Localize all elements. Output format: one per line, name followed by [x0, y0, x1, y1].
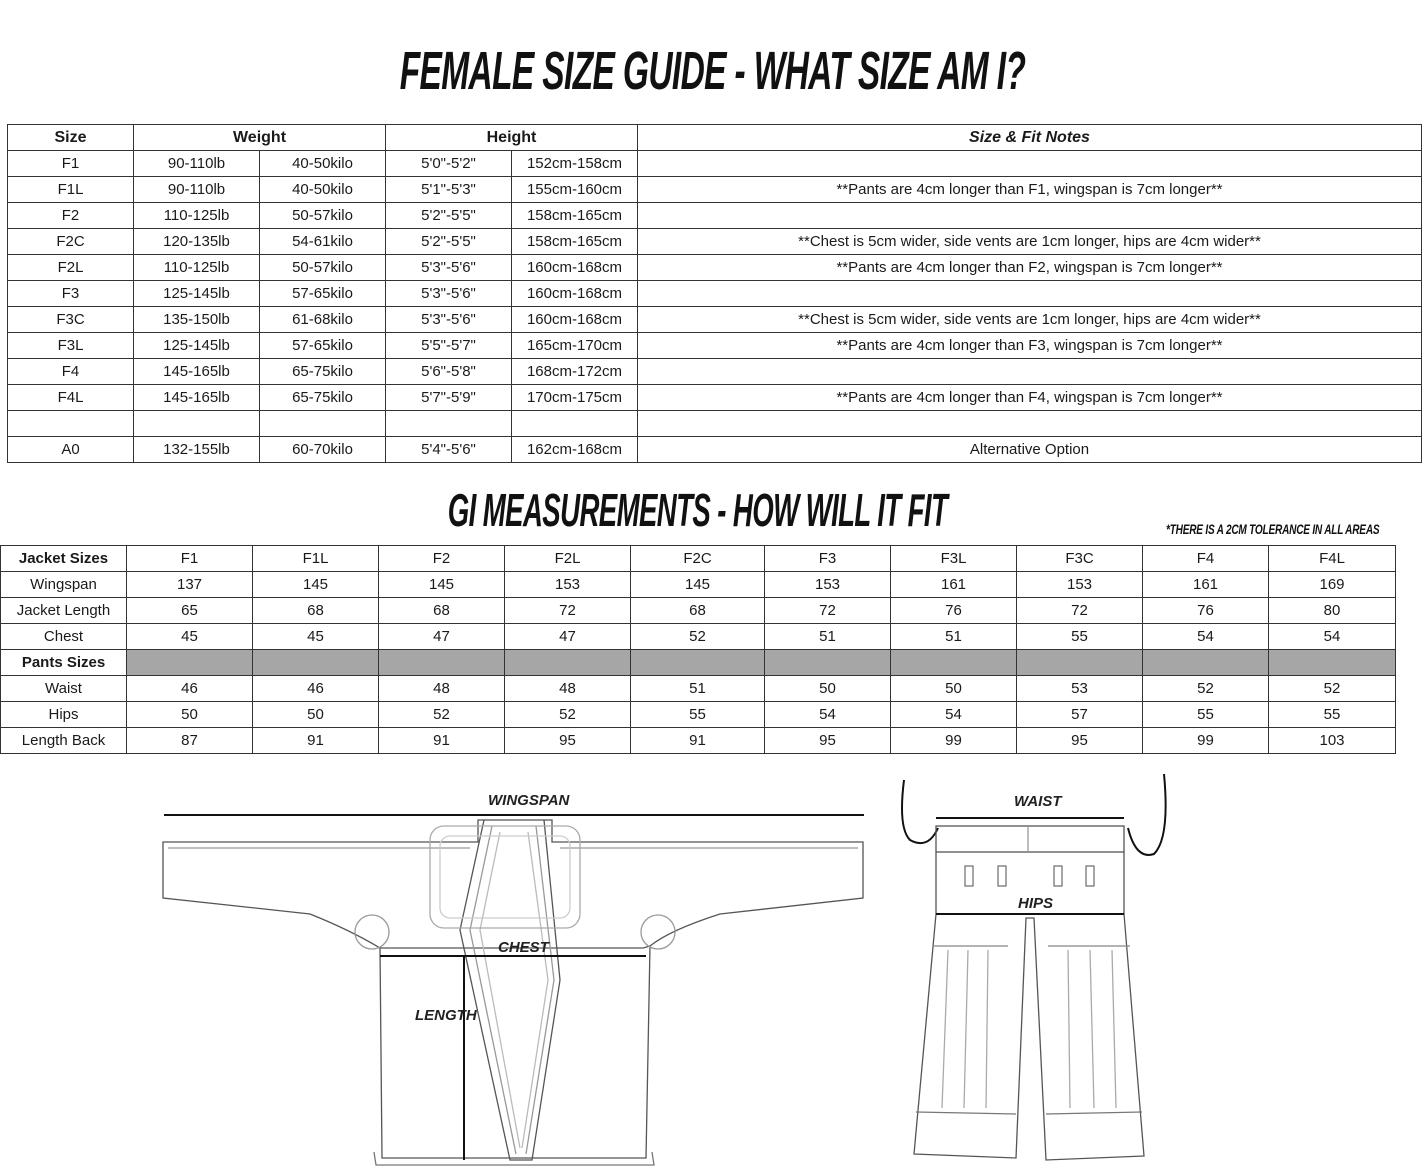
- pants-header-fill: [127, 650, 253, 676]
- height-cm-cell: 160cm-168cm: [512, 307, 638, 333]
- size-row: [8, 255, 1422, 281]
- size-cell: F3C: [8, 307, 134, 333]
- height-ft-cell: 5'2"-5'5": [386, 203, 512, 229]
- weight-lb-cell: 132-155lb: [134, 437, 260, 463]
- jacket-sizes-header: Jacket Sizes: [1, 546, 127, 572]
- size-row: [8, 281, 1422, 307]
- size-header-cell: F4: [1143, 546, 1269, 572]
- height-ft-cell: 5'2"-5'5": [386, 229, 512, 255]
- pants-header-fill: [1143, 650, 1269, 676]
- measure-value: 50: [253, 702, 379, 728]
- gi-table-body: [1, 546, 1396, 754]
- measure-value: 72: [1017, 598, 1143, 624]
- weight-kilo-cell: 60-70kilo: [260, 437, 386, 463]
- pants-header-fill: [891, 650, 1017, 676]
- measure-value: 50: [891, 676, 1017, 702]
- size-row: [8, 203, 1422, 229]
- pants-header-fill: [631, 650, 765, 676]
- size-cell: F1: [8, 151, 134, 177]
- measure-value: 47: [505, 624, 631, 650]
- size-row: [8, 333, 1422, 359]
- measure-value: 51: [891, 624, 1017, 650]
- measure-value: 99: [1143, 728, 1269, 754]
- weight-kilo-cell: 50-57kilo: [260, 203, 386, 229]
- pants-header-fill: [1017, 650, 1143, 676]
- measure-label: Chest: [1, 624, 127, 650]
- height-cm-cell: 165cm-170cm: [512, 333, 638, 359]
- size-cell: F3: [8, 281, 134, 307]
- pants-measure-row: [1, 728, 1396, 754]
- size-header-cell: F2L: [505, 546, 631, 572]
- weight-kilo-cell: 54-61kilo: [260, 229, 386, 255]
- measure-value: 80: [1269, 598, 1396, 624]
- size-cell: F2: [8, 203, 134, 229]
- weight-kilo-cell: [260, 411, 386, 437]
- measure-value: 161: [891, 572, 1017, 598]
- height-cm-cell: 160cm-168cm: [512, 255, 638, 281]
- weight-lb-cell: 120-135lb: [134, 229, 260, 255]
- height-ft-cell: 5'4"-5'6": [386, 437, 512, 463]
- size-cell: F4: [8, 359, 134, 385]
- tolerance-note: *THERE IS A 2CM TOLERANCE IN ALL AREAS: [1166, 521, 1380, 537]
- chest-label: CHEST: [498, 939, 549, 956]
- weight-lb-cell: 90-110lb: [134, 151, 260, 177]
- measure-label: Wingspan: [1, 572, 127, 598]
- measure-value: 65: [127, 598, 253, 624]
- height-cm-cell: 162cm-168cm: [512, 437, 638, 463]
- measure-value: 145: [631, 572, 765, 598]
- measure-value: 47: [379, 624, 505, 650]
- height-ft-cell: 5'0"-5'2": [386, 151, 512, 177]
- measure-value: 161: [1143, 572, 1269, 598]
- measure-label: Jacket Length: [1, 598, 127, 624]
- height-ft-cell: 5'1"-5'3": [386, 177, 512, 203]
- measure-value: 91: [631, 728, 765, 754]
- measure-value: 52: [379, 702, 505, 728]
- weight-lb-cell: 135-150lb: [134, 307, 260, 333]
- size-header-cell: F4L: [1269, 546, 1396, 572]
- height-ft-cell: 5'6"-5'8": [386, 359, 512, 385]
- jacket-diagram: [160, 780, 870, 1169]
- size-row: [8, 229, 1422, 255]
- waist-label: WAIST: [1014, 793, 1062, 810]
- size-row: [8, 307, 1422, 333]
- height-cm-cell: 160cm-168cm: [512, 281, 638, 307]
- height-ft-cell: 5'3"-5'6": [386, 281, 512, 307]
- measure-value: 91: [379, 728, 505, 754]
- height-ft-cell: 5'3"-5'6": [386, 307, 512, 333]
- notes-column-header: Size & Fit Notes: [638, 125, 1422, 151]
- measure-value: 72: [505, 598, 631, 624]
- size-row: [8, 411, 1422, 437]
- size-header-cell: F2C: [631, 546, 765, 572]
- size-row: [8, 177, 1422, 203]
- height-ft-cell: 5'7"-5'9": [386, 385, 512, 411]
- height-cm-cell: 155cm-160cm: [512, 177, 638, 203]
- measure-value: 145: [253, 572, 379, 598]
- pants-sizes-header: Pants Sizes: [1, 650, 127, 676]
- size-header-cell: F1L: [253, 546, 379, 572]
- measure-label: Waist: [1, 676, 127, 702]
- measure-value: 53: [1017, 676, 1143, 702]
- measure-label: Length Back: [1, 728, 127, 754]
- pants-header-fill: [765, 650, 891, 676]
- weight-lb-cell: 145-165lb: [134, 359, 260, 385]
- measure-value: 153: [1017, 572, 1143, 598]
- height-ft-cell: [386, 411, 512, 437]
- size-header-cell: F2: [379, 546, 505, 572]
- fit-note-cell: [638, 359, 1422, 385]
- measure-value: 68: [379, 598, 505, 624]
- jacket-sizes-row: [1, 546, 1396, 572]
- measure-value: 68: [631, 598, 765, 624]
- size-cell: A0: [8, 437, 134, 463]
- fit-note-cell: [638, 151, 1422, 177]
- measure-value: 54: [1269, 624, 1396, 650]
- pants-header-fill: [1269, 650, 1396, 676]
- pants-header-fill: [379, 650, 505, 676]
- fit-note-cell: **Pants are 4cm longer than F2, wingspan is 7cm longer**: [638, 255, 1422, 281]
- size-cell: F2L: [8, 255, 134, 281]
- measure-value: 91: [253, 728, 379, 754]
- jacket-measure-row: [1, 624, 1396, 650]
- size-row: [8, 385, 1422, 411]
- measure-value: 137: [127, 572, 253, 598]
- measure-value: 45: [253, 624, 379, 650]
- fit-note-cell: **Pants are 4cm longer than F1, wingspan is 7cm longer**: [638, 177, 1422, 203]
- measure-value: 51: [631, 676, 765, 702]
- size-header-cell: F3L: [891, 546, 1017, 572]
- weight-lb-cell: 125-145lb: [134, 281, 260, 307]
- pants-header-fill: [253, 650, 379, 676]
- fit-note-cell: [638, 281, 1422, 307]
- fit-note-cell: [638, 203, 1422, 229]
- size-cell: F2C: [8, 229, 134, 255]
- size-cell: F3L: [8, 333, 134, 359]
- measure-value: 50: [765, 676, 891, 702]
- size-cell: F1L: [8, 177, 134, 203]
- weight-column-header: Weight: [134, 125, 386, 151]
- size-table-header-row: [8, 125, 1422, 151]
- height-column-header: Height: [386, 125, 638, 151]
- size-header-cell: F3C: [1017, 546, 1143, 572]
- measure-value: 51: [765, 624, 891, 650]
- size-column-header: Size: [8, 125, 134, 151]
- weight-kilo-cell: 50-57kilo: [260, 255, 386, 281]
- fit-note-cell: **Pants are 4cm longer than F3, wingspan is 7cm longer**: [638, 333, 1422, 359]
- height-cm-cell: 152cm-158cm: [512, 151, 638, 177]
- measure-value: 95: [505, 728, 631, 754]
- fit-note-cell: **Pants are 4cm longer than F4, wingspan is 7cm longer**: [638, 385, 1422, 411]
- height-cm-cell: 170cm-175cm: [512, 385, 638, 411]
- measure-value: 55: [1143, 702, 1269, 728]
- measure-value: 76: [1143, 598, 1269, 624]
- size-table-body: [8, 151, 1422, 463]
- length-label: LENGTH: [415, 1007, 477, 1024]
- pants-measure-row: [1, 702, 1396, 728]
- measure-value: 72: [765, 598, 891, 624]
- measure-value: 48: [505, 676, 631, 702]
- measure-value: 48: [379, 676, 505, 702]
- size-cell: [8, 411, 134, 437]
- size-header-cell: F3: [765, 546, 891, 572]
- gi-measurements-title: GI MEASUREMENTS - HOW WILL IT FIT: [447, 484, 948, 536]
- weight-kilo-cell: 57-65kilo: [260, 333, 386, 359]
- measure-value: 95: [765, 728, 891, 754]
- weight-lb-cell: 145-165lb: [134, 385, 260, 411]
- fit-note-cell: **Chest is 5cm wider, side vents are 1cm longer, hips are 4cm wider**: [638, 229, 1422, 255]
- height-cm-cell: [512, 411, 638, 437]
- measure-value: 145: [379, 572, 505, 598]
- measure-value: 99: [891, 728, 1017, 754]
- gi-measurements-table: [0, 545, 1396, 754]
- size-guide-table: [7, 124, 1422, 463]
- weight-kilo-cell: 57-65kilo: [260, 281, 386, 307]
- measure-value: 153: [505, 572, 631, 598]
- height-cm-cell: 168cm-172cm: [512, 359, 638, 385]
- fit-note-cell: Alternative Option: [638, 437, 1422, 463]
- measure-value: 46: [127, 676, 253, 702]
- size-row: [8, 359, 1422, 385]
- weight-kilo-cell: 40-50kilo: [260, 177, 386, 203]
- height-cm-cell: 158cm-165cm: [512, 229, 638, 255]
- measure-value: 50: [127, 702, 253, 728]
- size-row: [8, 151, 1422, 177]
- measure-value: 68: [253, 598, 379, 624]
- measure-value: 52: [631, 624, 765, 650]
- weight-lb-cell: 110-125lb: [134, 255, 260, 281]
- measure-value: 55: [631, 702, 765, 728]
- measure-value: 52: [1143, 676, 1269, 702]
- measure-value: 54: [891, 702, 1017, 728]
- wingspan-label: WINGSPAN: [488, 792, 570, 809]
- weight-kilo-cell: 65-75kilo: [260, 385, 386, 411]
- weight-lb-cell: [134, 411, 260, 437]
- jacket-measure-row: [1, 572, 1396, 598]
- weight-kilo-cell: 65-75kilo: [260, 359, 386, 385]
- measure-value: 76: [891, 598, 1017, 624]
- measure-value: 45: [127, 624, 253, 650]
- measure-value: 46: [253, 676, 379, 702]
- pants-diagram: [898, 768, 1168, 1168]
- measure-value: 52: [1269, 676, 1396, 702]
- size-cell: F4L: [8, 385, 134, 411]
- measure-value: 87: [127, 728, 253, 754]
- height-ft-cell: 5'3"-5'6": [386, 255, 512, 281]
- pants-header-fill: [505, 650, 631, 676]
- weight-lb-cell: 110-125lb: [134, 203, 260, 229]
- weight-kilo-cell: 40-50kilo: [260, 151, 386, 177]
- height-cm-cell: 158cm-165cm: [512, 203, 638, 229]
- fit-note-cell: [638, 411, 1422, 437]
- measure-value: 54: [1143, 624, 1269, 650]
- weight-lb-cell: 125-145lb: [134, 333, 260, 359]
- measure-value: 54: [765, 702, 891, 728]
- measure-value: 55: [1269, 702, 1396, 728]
- jacket-measure-row: [1, 598, 1396, 624]
- measure-value: 153: [765, 572, 891, 598]
- height-ft-cell: 5'5"-5'7": [386, 333, 512, 359]
- measure-value: 57: [1017, 702, 1143, 728]
- hips-label: HIPS: [1018, 895, 1054, 912]
- measure-value: 52: [505, 702, 631, 728]
- measure-value: 103: [1269, 728, 1396, 754]
- size-header-cell: F1: [127, 546, 253, 572]
- pants-measure-row: [1, 676, 1396, 702]
- weight-lb-cell: 90-110lb: [134, 177, 260, 203]
- fit-note-cell: **Chest is 5cm wider, side vents are 1cm longer, hips are 4cm wider**: [638, 307, 1422, 333]
- pants-sizes-row: [1, 650, 1396, 676]
- measure-label: Hips: [1, 702, 127, 728]
- measure-value: 55: [1017, 624, 1143, 650]
- size-row: [8, 437, 1422, 463]
- measure-value: 95: [1017, 728, 1143, 754]
- size-guide-title: FEMALE SIZE GUIDE - WHAT SIZE AM I?: [399, 41, 1026, 101]
- weight-kilo-cell: 61-68kilo: [260, 307, 386, 333]
- measure-value: 169: [1269, 572, 1396, 598]
